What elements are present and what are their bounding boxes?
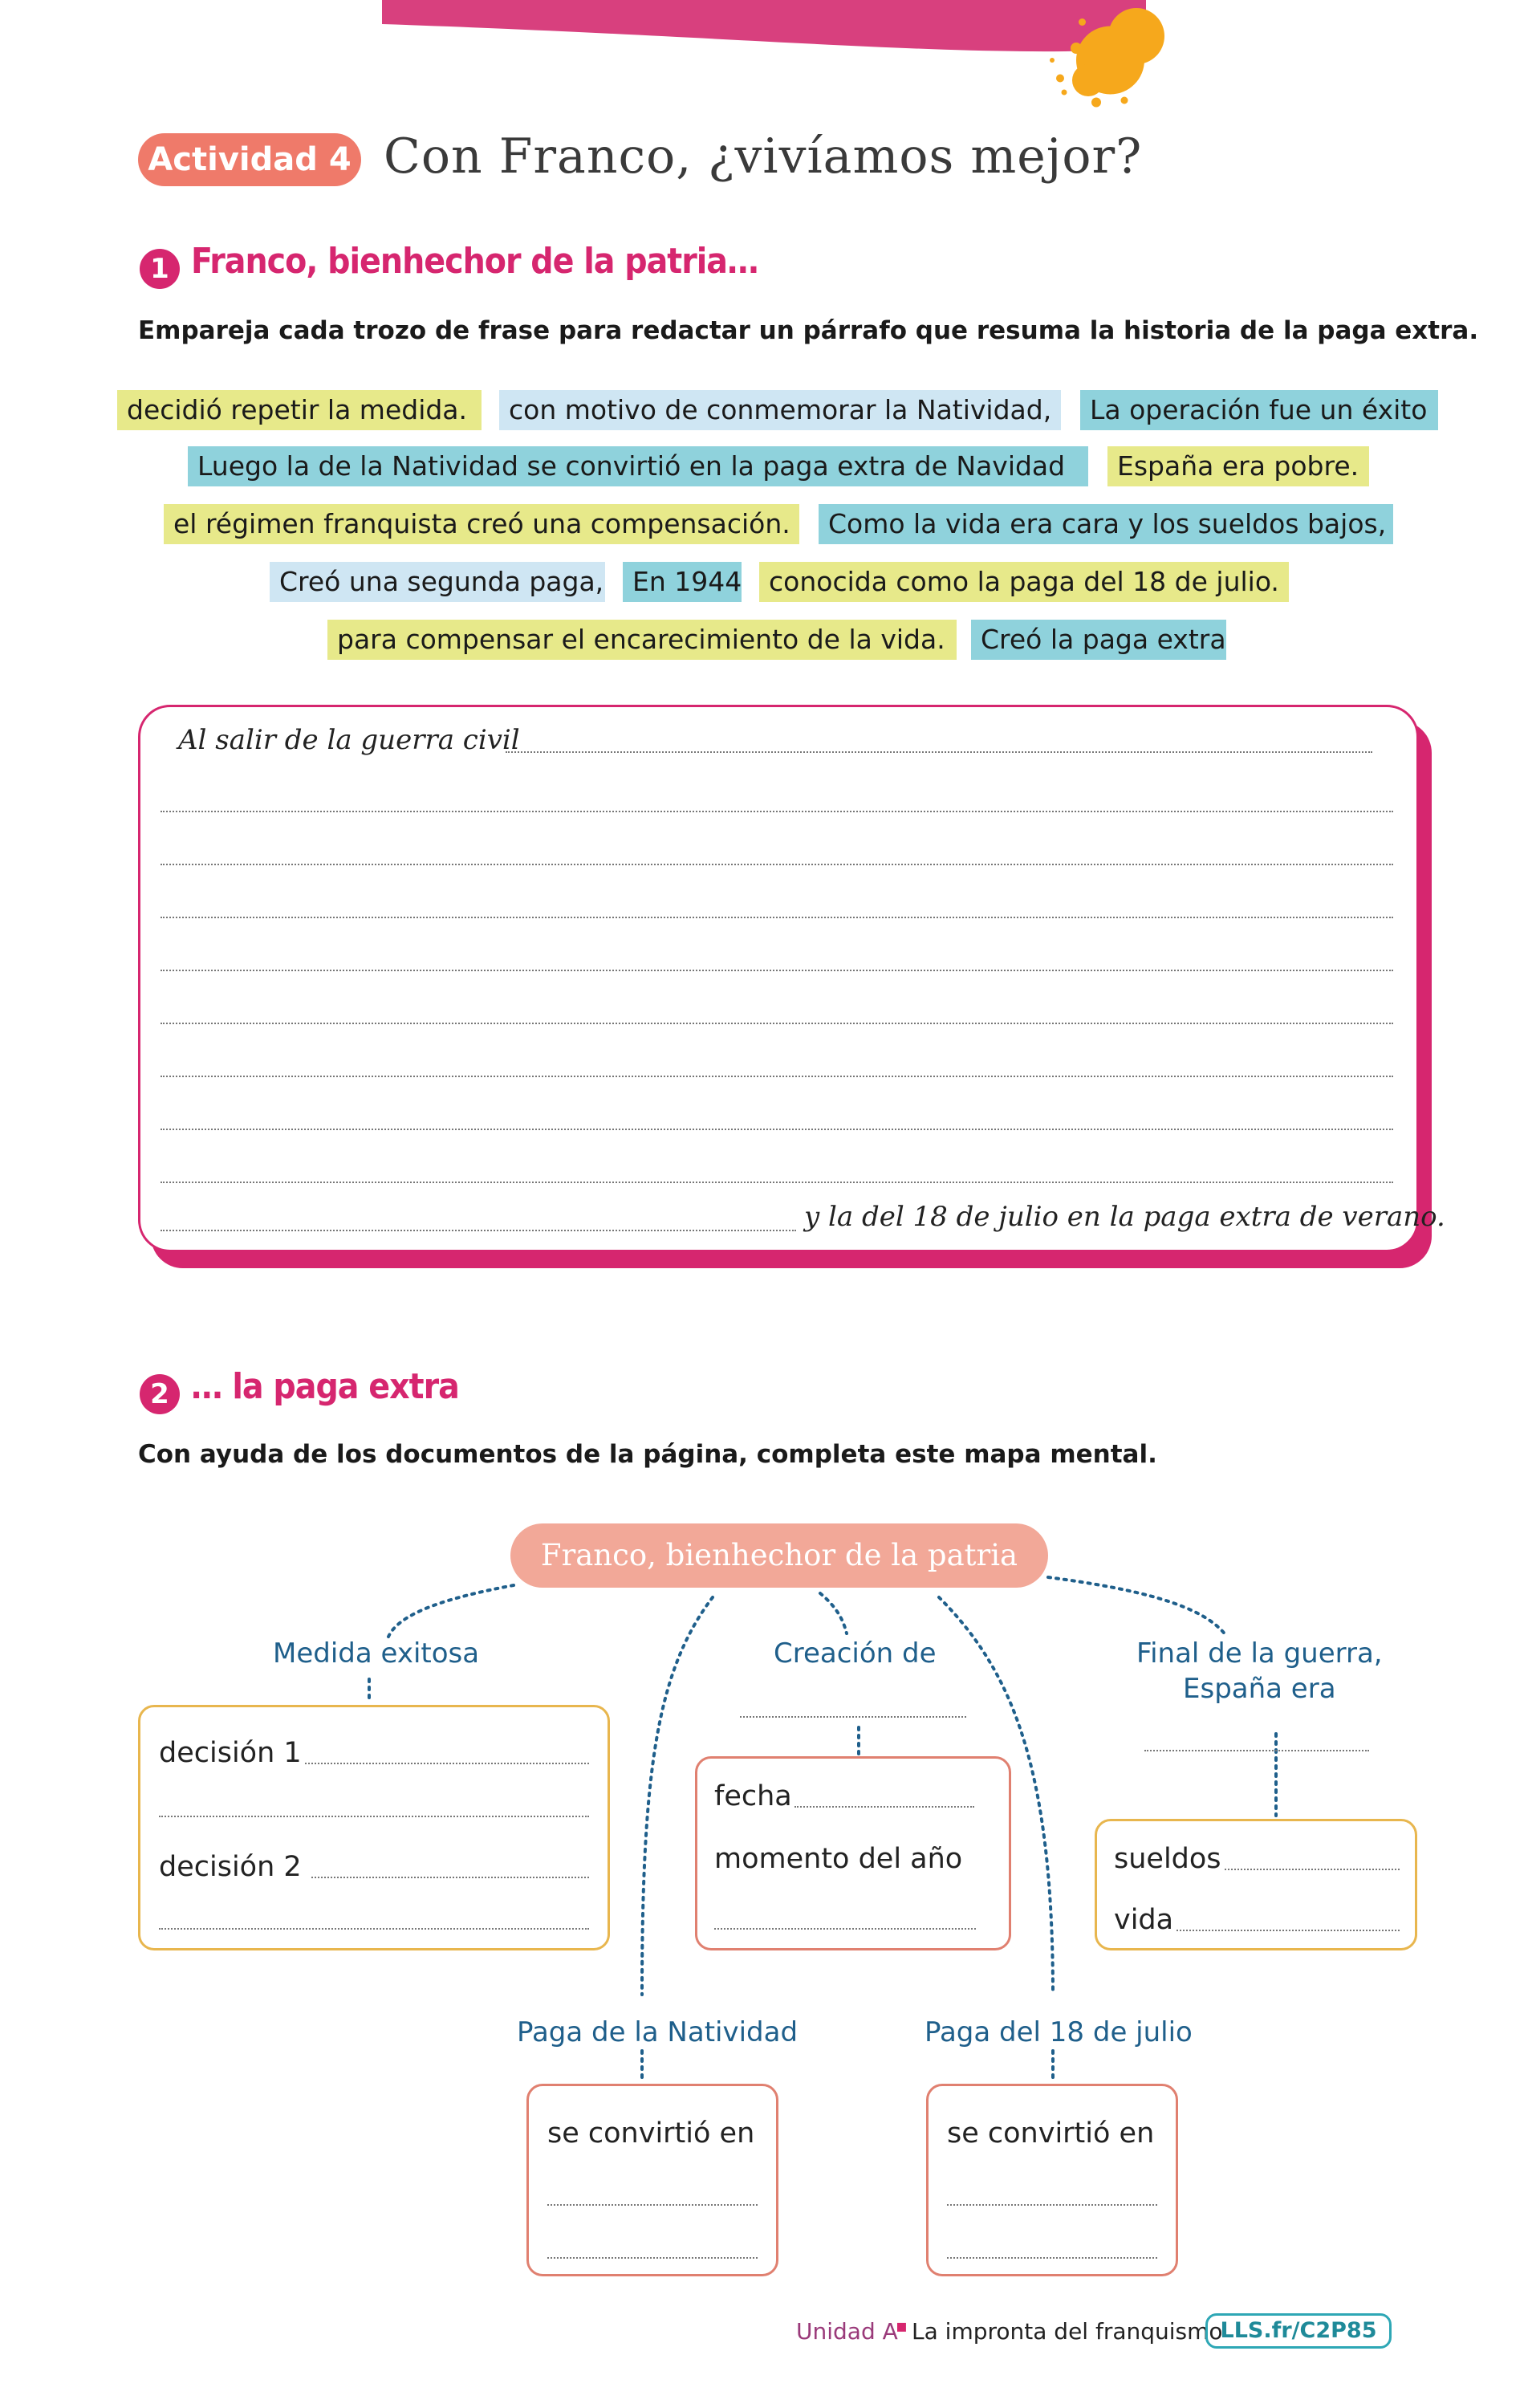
answer-line[interactable] — [740, 1716, 966, 1718]
writing-line[interactable] — [506, 751, 1372, 753]
fragment-chip[interactable]: para compensar el encarecimiento de la vida. — [327, 620, 957, 660]
momento-label: momento del año — [714, 1843, 963, 1875]
section-2-number: 2 — [140, 1374, 180, 1414]
writing-line[interactable] — [161, 1230, 796, 1231]
fragment-chip[interactable]: Creó la paga extra — [971, 620, 1226, 660]
medida-exitosa-label: Medida exitosa — [273, 1637, 480, 1670]
footer-chapter: La impronta del franquismo — [912, 2318, 1223, 2345]
fragment-chip[interactable]: con motivo de conmemorar la Natividad, — [499, 390, 1061, 430]
answer-line[interactable] — [547, 2257, 758, 2259]
writing-line[interactable] — [161, 1129, 1393, 1130]
answer-line[interactable] — [547, 2204, 758, 2206]
answer-line[interactable] — [714, 1928, 976, 1930]
mind-map-center: Franco, bienhechor de la patria — [510, 1523, 1048, 1588]
answer-line[interactable] — [305, 1763, 589, 1764]
espana-era-label: España era — [1183, 1673, 1336, 1705]
fragment-chip[interactable]: decidió repetir la medida. — [117, 390, 482, 430]
writing-start-text: Al salir de la guerra civil — [178, 724, 520, 756]
answer-line[interactable] — [311, 1877, 589, 1878]
writing-line[interactable] — [161, 811, 1393, 812]
writing-line[interactable] — [161, 970, 1393, 971]
fragment-chip[interactable]: España era pobre. — [1107, 446, 1369, 486]
answer-line[interactable] — [159, 1816, 589, 1817]
section-1-title: Franco, bienhechor de la patria… — [191, 241, 758, 282]
paga-julio-box — [926, 2084, 1178, 2276]
top-decorative-band — [0, 0, 1528, 120]
fragment-chip[interactable]: En 1944 — [623, 562, 742, 602]
decision-1-label: decisión 1 — [159, 1737, 302, 1769]
section-1-instruction: Empareja cada trozo de frase para redactar un párrafo que resuma la historia de la paga extra. — [138, 316, 1479, 345]
answer-line[interactable] — [1176, 1930, 1400, 1931]
writing-box[interactable] — [138, 705, 1419, 1252]
answer-line[interactable] — [1225, 1869, 1400, 1870]
page-title: Con Franco, ¿vivíamos mejor? — [384, 128, 1143, 185]
answer-line[interactable] — [947, 2257, 1157, 2259]
writing-end-text: y la del 18 de julio en la paga extra de verano. — [804, 1201, 1445, 1233]
section-1-number: 1 — [140, 249, 180, 289]
answer-line[interactable] — [159, 1928, 589, 1930]
fragment-chip[interactable]: La operación fue un éxito — [1080, 390, 1438, 430]
footer-link[interactable]: LLS.fr/C2P85 — [1205, 2313, 1392, 2349]
natividad-text: se convirtió en — [547, 2117, 755, 2150]
writing-line[interactable] — [161, 864, 1393, 865]
sueldos-label: sueldos — [1114, 1843, 1221, 1875]
writing-line[interactable] — [161, 1182, 1393, 1183]
fragment-chip[interactable]: Creó una segunda paga, — [270, 562, 605, 602]
decision-2-label: decisión 2 — [159, 1851, 302, 1883]
section-2-title: … la paga extra — [191, 1366, 459, 1407]
activity-badge: Actividad 4 — [138, 133, 361, 186]
paga-julio-label: Paga del 18 de julio — [925, 2016, 1193, 2048]
answer-line[interactable] — [1144, 1750, 1369, 1751]
footer-unit: Unidad A — [796, 2318, 898, 2345]
writing-line[interactable] — [161, 1023, 1393, 1024]
vida-label: vida — [1114, 1904, 1174, 1936]
section-2-instruction: Con ayuda de los documentos de la página, completa este mapa mental. — [138, 1440, 1157, 1469]
footer-separator: ▪ — [896, 2316, 908, 2337]
writing-line[interactable] — [161, 1076, 1393, 1077]
writing-line[interactable] — [161, 917, 1393, 918]
answer-line[interactable] — [947, 2204, 1157, 2206]
paga-natividad-label: Paga de la Natividad — [517, 2016, 799, 2048]
final-guerra-label: Final de la guerra, — [1136, 1637, 1383, 1670]
creacion-label: Creación de — [774, 1637, 937, 1670]
julio-text: se convirtió en — [947, 2117, 1155, 2150]
fragment-chip[interactable]: Como la vida era cara y los sueldos bajos, — [819, 504, 1393, 544]
fecha-label: fecha — [714, 1780, 792, 1812]
answer-line[interactable] — [794, 1806, 974, 1808]
fragment-chip[interactable]: Luego la de la Natividad se convirtió en la paga extra de Navidad — [188, 446, 1088, 486]
paga-natividad-box — [526, 2084, 778, 2276]
fragment-chip[interactable]: el régimen franquista creó una compensación. — [164, 504, 799, 544]
fragment-chip[interactable]: conocida como la paga del 18 de julio. — [759, 562, 1289, 602]
